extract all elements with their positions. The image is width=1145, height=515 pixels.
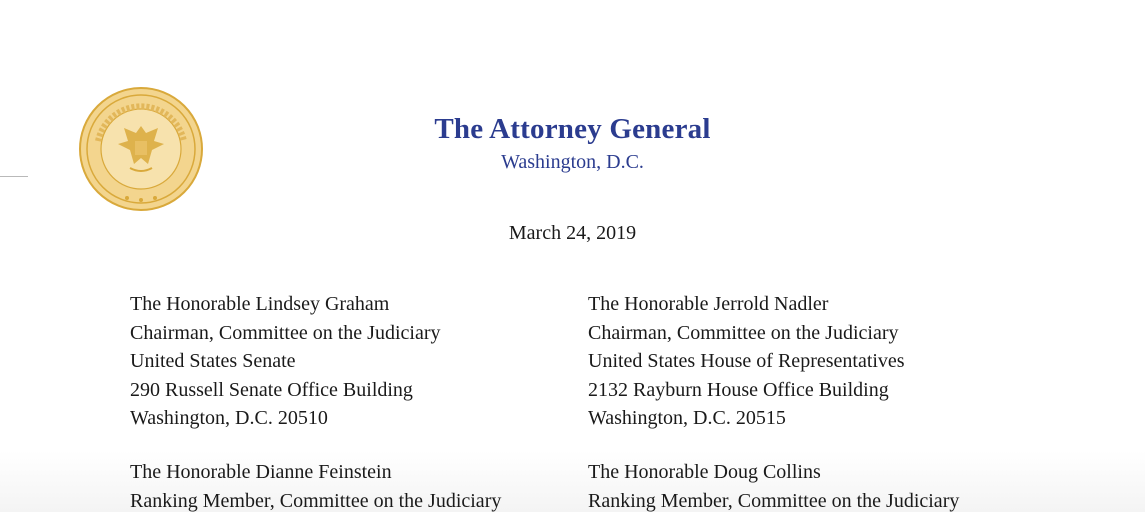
addressee-line: Washington, D.C. 20510 [130,404,441,433]
letter-date: March 24, 2019 [0,222,1145,245]
addressee-line: United States Senate [130,347,441,376]
addressee-block-graham [130,290,441,433]
addressee-line: 290 Russell Senate Office Building [130,376,441,405]
addressee-block-collins [588,458,959,515]
addressee-line: Washington, D.C. 20515 [588,404,905,433]
addressee-line: Chairman, Committee on the Judiciary [130,319,441,348]
letterhead-location: Washington, D.C. [0,151,1145,174]
addressee-block-nadler [588,290,905,433]
addressee-line: The Honorable Lindsey Graham [130,290,441,319]
addressee-block-feinstein [130,458,501,515]
addressee-line: The Honorable Jerrold Nadler [588,290,905,319]
scan-mark [0,176,28,177]
addressee-line: 2132 Rayburn House Office Building [588,376,905,405]
addressee-line: The Honorable Dianne Feinstein [130,458,501,487]
addressee-line: The Honorable Doug Collins [588,458,959,487]
addressee-line: Ranking Member, Committee on the Judiciary [588,487,959,515]
department-of-justice-seal-icon [78,86,204,212]
letterhead-title: The Attorney General [0,113,1145,146]
addressee-line: Chairman, Committee on the Judiciary [588,319,905,348]
addressee-line: Ranking Member, Committee on the Judiciary [130,487,501,515]
addressee-line: United States House of Representatives [588,347,905,376]
